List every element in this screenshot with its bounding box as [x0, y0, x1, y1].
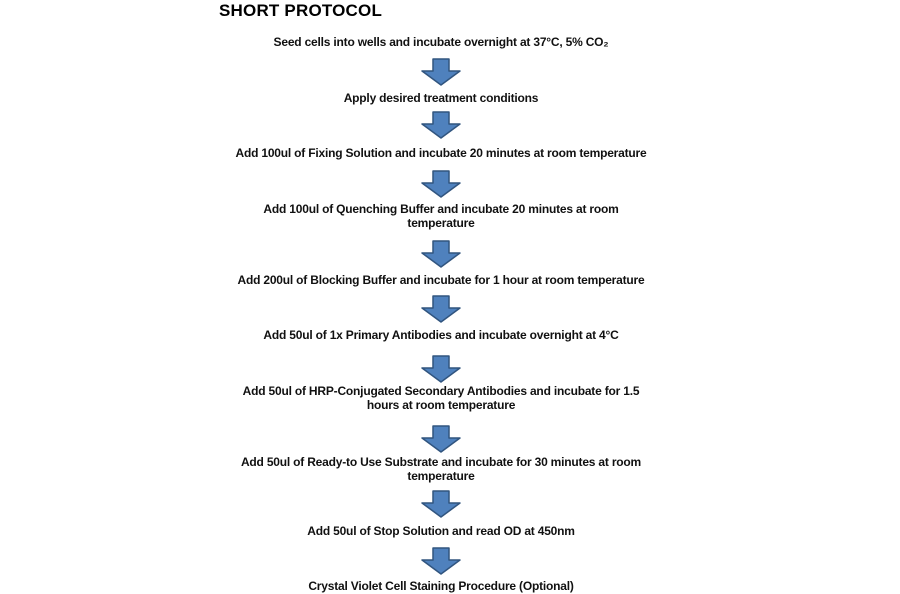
protocol-step-text: Add 200ul of Blocking Buffer and incubate for 1 hour at room temperature — [237, 273, 645, 287]
protocol-step — [0, 384, 882, 412]
protocol-step — [0, 273, 882, 287]
down-arrow-icon — [0, 547, 882, 575]
protocol-step — [0, 35, 882, 49]
protocol-step — [0, 455, 882, 483]
down-arrow-icon — [0, 490, 882, 518]
protocol-step — [0, 328, 882, 342]
protocol-step — [0, 202, 882, 230]
protocol-step-text: Add 50ul of 1x Primary Antibodies and incubate overnight at 4°C — [263, 328, 619, 342]
protocol-step — [0, 146, 882, 160]
page-title: SHORT PROTOCOL — [219, 1, 383, 20]
protocol-step-text: temperature — [407, 469, 475, 483]
protocol-step-text: Add 50ul of HRP-Conjugated Secondary Antibodies and incubate for 1.5 — [242, 384, 640, 398]
protocol-step-text: temperature — [407, 216, 475, 230]
protocol-step-text: Add 100ul of Quenching Buffer and incubate 20 minutes at room — [263, 202, 619, 216]
down-arrow-icon — [0, 111, 882, 139]
protocol-step-text: Add 100ul of Fixing Solution and incubate 20 minutes at room temperature — [235, 146, 647, 160]
protocol-step — [0, 91, 882, 105]
protocol-step-text: Add 50ul of Ready-to Use Substrate and incubate for 30 minutes at room — [240, 455, 642, 469]
down-arrow-icon — [0, 170, 882, 198]
protocol-step-text: hours at room temperature — [366, 398, 516, 412]
protocol-step-text: Apply desired treatment conditions — [343, 91, 539, 105]
down-arrow-icon — [0, 58, 882, 86]
down-arrow-icon — [0, 355, 882, 383]
down-arrow-icon — [0, 425, 882, 453]
down-arrow-icon — [0, 295, 882, 323]
down-arrow-icon — [0, 240, 882, 268]
protocol-step — [0, 579, 882, 593]
protocol-step-text: Add 50ul of Stop Solution and read OD at 450nm — [307, 524, 575, 538]
protocol-step-text: Crystal Violet Cell Staining Procedure (Optional) — [308, 579, 574, 593]
protocol-step — [0, 524, 882, 538]
protocol-step-text: Seed cells into wells and incubate overnight at 37°C, 5% CO₂ — [273, 35, 609, 49]
